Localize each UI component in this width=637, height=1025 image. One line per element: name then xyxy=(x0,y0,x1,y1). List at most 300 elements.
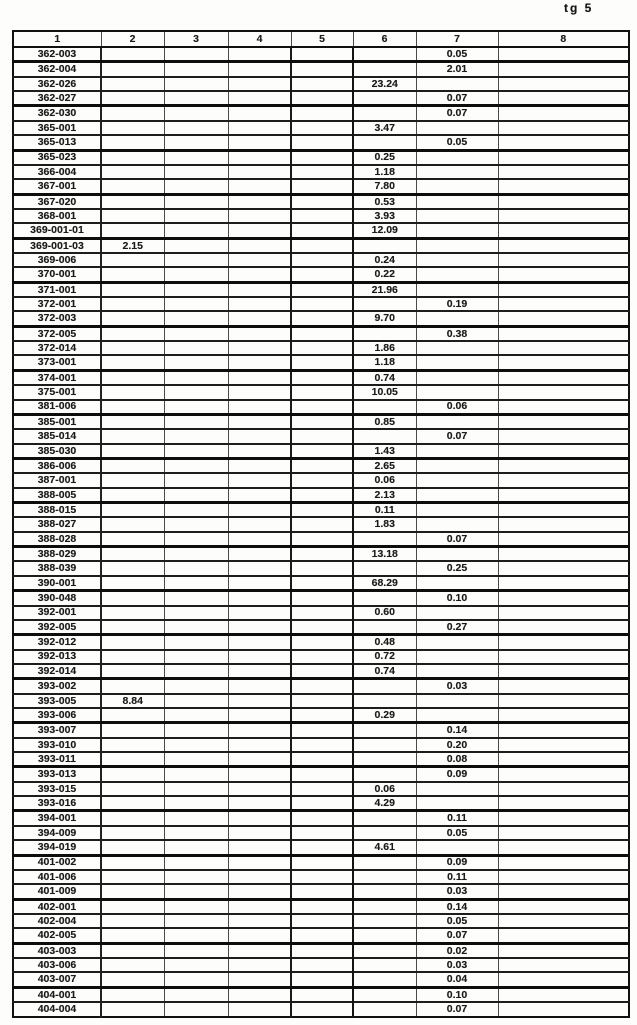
empty-cell xyxy=(101,972,164,987)
value-cell: 0.24 xyxy=(353,253,416,267)
empty-cell xyxy=(164,282,228,297)
empty-cell xyxy=(498,987,629,1002)
empty-cell xyxy=(228,532,291,547)
empty-cell xyxy=(101,165,164,179)
row-id-cell: 365-023 xyxy=(13,150,101,165)
value-cell: 0.25 xyxy=(353,150,416,165)
empty-cell xyxy=(353,297,416,311)
empty-cell xyxy=(353,987,416,1002)
table-row xyxy=(13,796,629,811)
empty-cell xyxy=(353,811,416,826)
empty-cell xyxy=(416,517,498,531)
row-id-cell: 404-004 xyxy=(13,1002,101,1017)
row-id-cell: 375-001 xyxy=(13,385,101,399)
empty-cell xyxy=(164,694,228,708)
empty-cell xyxy=(101,326,164,341)
empty-cell xyxy=(416,473,498,487)
empty-cell xyxy=(101,840,164,855)
value-cell: 1.83 xyxy=(353,517,416,531)
empty-cell xyxy=(101,385,164,399)
value-cell: 2.13 xyxy=(353,488,416,503)
empty-cell xyxy=(291,708,353,723)
empty-cell xyxy=(291,738,353,752)
value-cell: 1.18 xyxy=(353,165,416,179)
value-cell: 3.93 xyxy=(353,209,416,223)
row-id-cell: 381-006 xyxy=(13,400,101,415)
empty-cell xyxy=(353,47,416,62)
empty-cell xyxy=(164,62,228,77)
value-cell: 0.05 xyxy=(416,826,498,840)
empty-cell xyxy=(164,870,228,884)
row-id-cell: 393-011 xyxy=(13,752,101,767)
table-row xyxy=(13,429,629,443)
row-id-cell: 393-007 xyxy=(13,723,101,738)
empty-cell xyxy=(498,679,629,694)
empty-cell xyxy=(291,106,353,121)
column-header-4: 4 xyxy=(228,31,291,47)
empty-cell xyxy=(498,165,629,179)
empty-cell xyxy=(416,311,498,326)
empty-cell xyxy=(416,253,498,267)
empty-cell xyxy=(416,840,498,855)
empty-cell xyxy=(164,826,228,840)
row-id-cell: 385-030 xyxy=(13,444,101,459)
empty-cell xyxy=(164,444,228,459)
empty-cell xyxy=(498,179,629,194)
empty-cell xyxy=(164,135,228,150)
table-row xyxy=(13,547,629,562)
value-cell: 0.05 xyxy=(416,914,498,928)
row-id-cell: 362-026 xyxy=(13,77,101,91)
empty-cell xyxy=(164,914,228,928)
empty-cell xyxy=(101,429,164,443)
table-row xyxy=(13,223,629,238)
row-id-cell: 393-005 xyxy=(13,694,101,708)
empty-cell xyxy=(291,91,353,106)
table-row xyxy=(13,297,629,311)
value-cell: 13.18 xyxy=(353,547,416,562)
empty-cell xyxy=(228,796,291,811)
empty-cell xyxy=(291,385,353,399)
empty-cell xyxy=(498,355,629,370)
value-cell: 0.85 xyxy=(353,414,416,429)
empty-cell xyxy=(228,870,291,884)
empty-cell xyxy=(228,855,291,870)
empty-cell xyxy=(291,503,353,518)
empty-cell xyxy=(498,576,629,591)
empty-cell xyxy=(416,150,498,165)
row-id-cell: 403-006 xyxy=(13,958,101,972)
table-row xyxy=(13,267,629,282)
empty-cell xyxy=(291,179,353,194)
row-id-cell: 388-015 xyxy=(13,503,101,518)
empty-cell xyxy=(291,576,353,591)
row-id-cell: 365-013 xyxy=(13,135,101,150)
empty-cell xyxy=(291,811,353,826)
row-id-cell: 362-030 xyxy=(13,106,101,121)
empty-cell xyxy=(353,694,416,708)
empty-cell xyxy=(228,914,291,928)
row-id-cell: 373-001 xyxy=(13,355,101,370)
empty-cell xyxy=(228,826,291,840)
empty-cell xyxy=(353,738,416,752)
empty-cell xyxy=(498,429,629,443)
value-cell: 0.60 xyxy=(353,606,416,620)
table-row xyxy=(13,150,629,165)
empty-cell xyxy=(164,958,228,972)
table-row xyxy=(13,121,629,135)
empty-cell xyxy=(101,796,164,811)
empty-cell xyxy=(416,370,498,385)
empty-cell xyxy=(228,503,291,518)
value-cell: 0.53 xyxy=(353,194,416,209)
empty-cell xyxy=(164,987,228,1002)
empty-cell xyxy=(353,870,416,884)
column-header-5: 5 xyxy=(291,31,353,47)
table-row xyxy=(13,355,629,370)
empty-cell xyxy=(101,679,164,694)
empty-cell xyxy=(228,253,291,267)
empty-cell xyxy=(291,194,353,209)
empty-cell xyxy=(101,282,164,297)
empty-cell xyxy=(416,444,498,459)
empty-cell xyxy=(416,209,498,223)
empty-cell xyxy=(228,400,291,415)
empty-cell xyxy=(498,282,629,297)
empty-cell xyxy=(164,414,228,429)
empty-cell xyxy=(101,473,164,487)
value-cell: 4.61 xyxy=(353,840,416,855)
value-cell: 0.04 xyxy=(416,972,498,987)
table-row xyxy=(13,135,629,150)
empty-cell xyxy=(228,165,291,179)
empty-cell xyxy=(498,723,629,738)
empty-cell xyxy=(291,473,353,487)
empty-cell xyxy=(291,121,353,135)
empty-cell xyxy=(353,1002,416,1017)
empty-cell xyxy=(228,1002,291,1017)
value-cell: 0.03 xyxy=(416,884,498,899)
empty-cell xyxy=(101,811,164,826)
empty-cell xyxy=(228,899,291,914)
row-id-cell: 362-003 xyxy=(13,47,101,62)
empty-cell xyxy=(228,694,291,708)
column-header-3: 3 xyxy=(164,31,228,47)
empty-cell xyxy=(101,708,164,723)
empty-cell xyxy=(164,796,228,811)
empty-cell xyxy=(291,165,353,179)
empty-cell xyxy=(498,91,629,106)
value-cell: 1.43 xyxy=(353,444,416,459)
empty-cell xyxy=(101,591,164,606)
empty-cell xyxy=(164,840,228,855)
empty-cell xyxy=(291,591,353,606)
value-cell: 0.10 xyxy=(416,987,498,1002)
empty-cell xyxy=(164,503,228,518)
empty-cell xyxy=(416,179,498,194)
empty-cell xyxy=(416,267,498,282)
empty-cell xyxy=(291,150,353,165)
empty-cell xyxy=(228,135,291,150)
empty-cell xyxy=(164,532,228,547)
empty-cell xyxy=(416,694,498,708)
row-id-cell: 393-010 xyxy=(13,738,101,752)
empty-cell xyxy=(164,561,228,575)
empty-cell xyxy=(498,503,629,518)
value-cell: 0.08 xyxy=(416,752,498,767)
empty-cell xyxy=(291,635,353,650)
table-row xyxy=(13,209,629,223)
table-row xyxy=(13,458,629,473)
table-row xyxy=(13,517,629,531)
header-row xyxy=(13,31,629,47)
empty-cell xyxy=(353,326,416,341)
empty-cell xyxy=(164,238,228,253)
empty-cell xyxy=(101,444,164,459)
empty-cell xyxy=(498,209,629,223)
empty-cell xyxy=(164,650,228,664)
empty-cell xyxy=(228,752,291,767)
value-cell: 8.84 xyxy=(101,694,164,708)
empty-cell xyxy=(498,914,629,928)
empty-cell xyxy=(228,811,291,826)
empty-cell xyxy=(353,899,416,914)
empty-cell xyxy=(416,165,498,179)
empty-cell xyxy=(101,209,164,223)
value-cell: 0.27 xyxy=(416,620,498,635)
empty-cell xyxy=(228,370,291,385)
value-cell: 0.10 xyxy=(416,591,498,606)
empty-cell xyxy=(498,444,629,459)
empty-cell xyxy=(228,150,291,165)
empty-cell xyxy=(291,694,353,708)
row-id-cell: 367-020 xyxy=(13,194,101,209)
empty-cell xyxy=(228,767,291,782)
empty-cell xyxy=(164,179,228,194)
empty-cell xyxy=(228,650,291,664)
empty-cell xyxy=(164,326,228,341)
table-row xyxy=(13,884,629,899)
empty-cell xyxy=(101,664,164,679)
empty-cell xyxy=(164,972,228,987)
value-cell: 0.07 xyxy=(416,928,498,943)
empty-cell xyxy=(101,503,164,518)
empty-cell xyxy=(498,297,629,311)
empty-cell xyxy=(498,855,629,870)
table-row xyxy=(13,238,629,253)
table-row xyxy=(13,91,629,106)
row-id-cell: 368-001 xyxy=(13,209,101,223)
empty-cell xyxy=(164,723,228,738)
empty-cell xyxy=(416,77,498,91)
empty-cell xyxy=(228,341,291,355)
empty-cell xyxy=(228,297,291,311)
table-row xyxy=(13,782,629,796)
empty-cell xyxy=(101,914,164,928)
value-cell: 3.47 xyxy=(353,121,416,135)
empty-cell xyxy=(498,635,629,650)
empty-cell xyxy=(228,943,291,958)
row-id-cell: 388-028 xyxy=(13,532,101,547)
table-row xyxy=(13,591,629,606)
empty-cell xyxy=(101,943,164,958)
row-id-cell: 393-013 xyxy=(13,767,101,782)
empty-cell xyxy=(498,561,629,575)
empty-cell xyxy=(353,943,416,958)
empty-cell xyxy=(498,664,629,679)
empty-cell xyxy=(228,517,291,531)
empty-cell xyxy=(228,355,291,370)
empty-cell xyxy=(101,135,164,150)
empty-cell xyxy=(498,532,629,547)
row-id-cell: 372-001 xyxy=(13,297,101,311)
empty-cell xyxy=(353,62,416,77)
empty-cell xyxy=(164,1002,228,1017)
empty-cell xyxy=(101,121,164,135)
row-id-cell: 393-006 xyxy=(13,708,101,723)
value-cell: 0.20 xyxy=(416,738,498,752)
table-row xyxy=(13,708,629,723)
value-cell: 2.65 xyxy=(353,458,416,473)
value-cell: 0.11 xyxy=(416,870,498,884)
empty-cell xyxy=(228,884,291,899)
empty-cell xyxy=(291,606,353,620)
empty-cell xyxy=(101,458,164,473)
empty-cell xyxy=(164,591,228,606)
page-label: tg 5 xyxy=(564,1,594,15)
empty-cell xyxy=(416,385,498,399)
value-cell: 0.03 xyxy=(416,679,498,694)
empty-cell xyxy=(498,694,629,708)
empty-cell xyxy=(291,840,353,855)
empty-cell xyxy=(228,267,291,282)
value-cell: 2.01 xyxy=(416,62,498,77)
column-header-2: 2 xyxy=(101,31,164,47)
empty-cell xyxy=(353,106,416,121)
empty-cell xyxy=(164,928,228,943)
value-cell: 9.70 xyxy=(353,311,416,326)
empty-cell xyxy=(101,267,164,282)
column-header-1: 1 xyxy=(13,31,101,47)
empty-cell xyxy=(164,194,228,209)
empty-cell xyxy=(101,488,164,503)
row-id-cell: 367-001 xyxy=(13,179,101,194)
empty-cell xyxy=(498,708,629,723)
value-cell: 0.74 xyxy=(353,664,416,679)
table-row xyxy=(13,928,629,943)
empty-cell xyxy=(498,77,629,91)
table-body xyxy=(13,47,629,1017)
empty-cell xyxy=(101,928,164,943)
row-id-cell: 402-001 xyxy=(13,899,101,914)
empty-cell xyxy=(228,620,291,635)
empty-cell xyxy=(101,899,164,914)
row-id-cell: 374-001 xyxy=(13,370,101,385)
row-id-cell: 365-001 xyxy=(13,121,101,135)
table-row xyxy=(13,620,629,635)
empty-cell xyxy=(228,679,291,694)
empty-cell xyxy=(498,311,629,326)
empty-cell xyxy=(228,62,291,77)
empty-cell xyxy=(228,576,291,591)
empty-cell xyxy=(101,77,164,91)
empty-cell xyxy=(164,855,228,870)
table-row xyxy=(13,400,629,415)
empty-cell xyxy=(164,738,228,752)
empty-cell xyxy=(291,209,353,223)
column-header-7: 7 xyxy=(416,31,498,47)
empty-cell xyxy=(228,738,291,752)
empty-cell xyxy=(164,385,228,399)
empty-cell xyxy=(291,1002,353,1017)
empty-cell xyxy=(228,561,291,575)
empty-cell xyxy=(101,576,164,591)
empty-cell xyxy=(101,561,164,575)
empty-cell xyxy=(498,326,629,341)
empty-cell xyxy=(291,752,353,767)
row-id-cell: 369-001-01 xyxy=(13,223,101,238)
empty-cell xyxy=(228,106,291,121)
empty-cell xyxy=(498,267,629,282)
empty-cell xyxy=(498,370,629,385)
row-id-cell: 402-004 xyxy=(13,914,101,928)
value-cell: 0.72 xyxy=(353,650,416,664)
value-cell: 0.06 xyxy=(416,400,498,415)
empty-cell xyxy=(416,488,498,503)
empty-cell xyxy=(101,179,164,194)
empty-cell xyxy=(101,253,164,267)
table-row xyxy=(13,106,629,121)
empty-cell xyxy=(101,635,164,650)
empty-cell xyxy=(101,297,164,311)
empty-cell xyxy=(101,738,164,752)
row-id-cell: 392-012 xyxy=(13,635,101,650)
empty-cell xyxy=(498,47,629,62)
empty-cell xyxy=(291,62,353,77)
empty-cell xyxy=(353,767,416,782)
empty-cell xyxy=(291,532,353,547)
empty-cell xyxy=(164,620,228,635)
empty-cell xyxy=(164,121,228,135)
table-row xyxy=(13,958,629,972)
empty-cell xyxy=(291,664,353,679)
empty-cell xyxy=(228,782,291,796)
empty-cell xyxy=(101,532,164,547)
table-row xyxy=(13,899,629,914)
empty-cell xyxy=(164,488,228,503)
row-id-cell: 392-014 xyxy=(13,664,101,679)
table-row xyxy=(13,738,629,752)
table-row xyxy=(13,414,629,429)
value-cell: 0.05 xyxy=(416,47,498,62)
empty-cell xyxy=(291,870,353,884)
table-row xyxy=(13,635,629,650)
empty-cell xyxy=(498,826,629,840)
row-id-cell: 401-006 xyxy=(13,870,101,884)
empty-cell xyxy=(353,400,416,415)
empty-cell xyxy=(164,341,228,355)
value-cell: 0.07 xyxy=(416,429,498,443)
empty-cell xyxy=(416,547,498,562)
table-row xyxy=(13,650,629,664)
empty-cell xyxy=(416,606,498,620)
empty-cell xyxy=(498,884,629,899)
empty-cell xyxy=(416,282,498,297)
row-id-cell: 387-001 xyxy=(13,473,101,487)
empty-cell xyxy=(228,238,291,253)
row-id-cell: 366-004 xyxy=(13,165,101,179)
table-row xyxy=(13,165,629,179)
